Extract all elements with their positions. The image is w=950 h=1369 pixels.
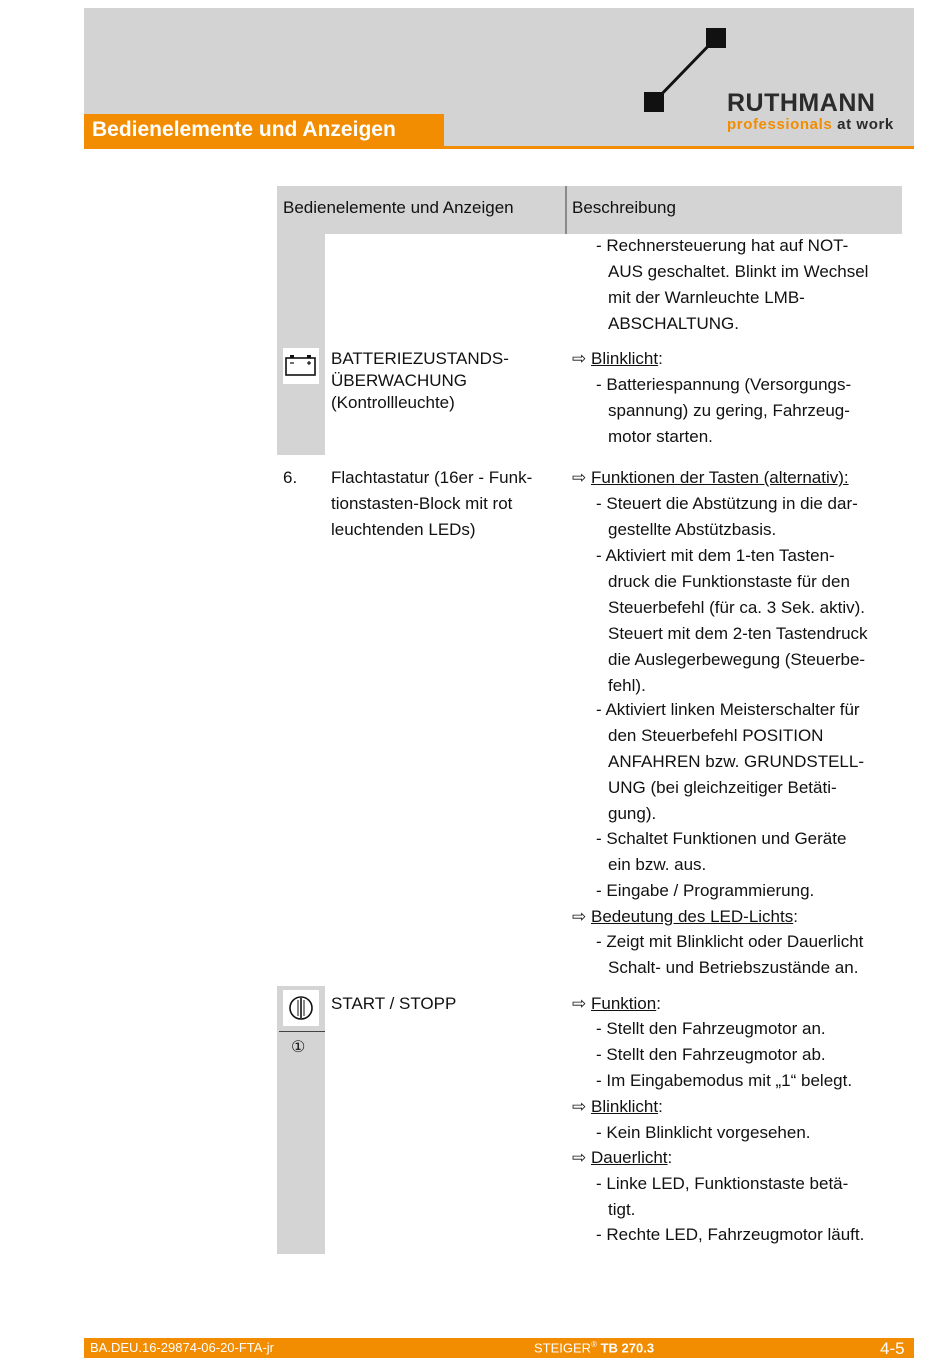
battery-name-line: (Kontrollleuchte) (331, 393, 455, 412)
column-header-elements: Bedienelemente und Anzeigen (283, 198, 514, 217)
section-title: Bedienelemente und Anzeigen (92, 118, 396, 141)
keypad-line: - Schaltet Funktionen und Geräte (596, 829, 847, 848)
function-heading-label: Funktion (590, 994, 657, 1013)
page-number: 4-5 (880, 1339, 905, 1358)
heading-colon: : (658, 349, 663, 368)
keypad-line: fehl). (608, 676, 646, 695)
continuation-line: AUS geschaltet. Blinkt im Wechsel (608, 262, 869, 281)
heading-colon: : (656, 994, 661, 1013)
function-line: - Im Eingabemodus mit „1“ belegt. (596, 1071, 853, 1090)
start-stop-name: START / STOPP (331, 994, 457, 1013)
function-line: - Stellt den Fahrzeugmotor ab. (596, 1045, 826, 1064)
logo-mark-icon (640, 26, 740, 121)
blink-line: - Kein Blinklicht vorgesehen. (596, 1123, 811, 1142)
continuation-line: ABSCHALTUNG. (608, 314, 739, 333)
heading-colon: : (658, 1097, 663, 1116)
led-heading-label: Bedeutung des LED-Lichts (590, 907, 794, 926)
product-model: TB 270.3 (600, 1340, 655, 1356)
keypad-line: UNG (bei gleichzeitiger Betäti- (608, 778, 837, 797)
arrow-icon: ⇨ (572, 994, 587, 1013)
keypad-line: gestellte Abstützbasis. (608, 520, 777, 539)
logo-tagline (727, 116, 894, 133)
steady-line: - Rechte LED, Fahrzeugmotor läuft. (596, 1225, 865, 1244)
continuation-line: mit der Warnleuchte LMB- (608, 288, 805, 307)
logo-tagline-part2: at work (837, 116, 894, 133)
keypad-line: - Eingabe / Programmierung. (596, 881, 815, 900)
table-header-separator (565, 186, 567, 234)
led-heading (572, 904, 798, 930)
icon-column-bg (277, 986, 325, 1254)
battery-name (331, 348, 509, 414)
keypad-line: ein bzw. aus. (608, 855, 707, 874)
battery-line: - Batteriespannung (Versorgungs- (596, 375, 852, 394)
keypad-heading (572, 465, 849, 491)
keypad-line: Steuert mit dem 2-ten Tastendruck (608, 624, 868, 643)
function-line: - Stellt den Fahrzeugmotor an. (596, 1019, 826, 1038)
steady-heading-label: Dauerlicht (590, 1148, 668, 1167)
start-stop-small-icon: ① (291, 1039, 306, 1056)
arrow-icon: ⇨ (572, 1148, 587, 1167)
keypad-line: Steuerbefehl (für ca. 3 Sek. aktiv). (608, 598, 866, 617)
keypad-line: ANFAHREN bzw. GRUNDSTELL- (608, 752, 864, 771)
function-heading (572, 991, 661, 1017)
continuation-line: - Rechnersteuerung hat auf NOT- (596, 236, 849, 255)
arrow-icon: ⇨ (572, 907, 587, 926)
logo-tagline-part1: professionals (727, 116, 833, 133)
icon-column-bg (277, 234, 325, 455)
steady-heading (572, 1145, 672, 1171)
keypad-line: gung). (608, 804, 657, 823)
keypad-line: druck die Funktionstaste für den (608, 572, 850, 591)
keypad-line: die Auslegerbewegung (Steuerbe- (608, 650, 866, 669)
logo-name: RUTHMANN (727, 89, 876, 117)
document-id: BA.DEU.16-29874-06-20-FTA-jr (90, 1340, 274, 1355)
battery-heading-label: Blinklicht (590, 349, 659, 368)
arrow-icon: ⇨ (572, 1097, 587, 1116)
product-prefix: STEIGER (534, 1340, 592, 1356)
start-stop-icon (283, 990, 319, 1026)
heading-colon: : (793, 907, 798, 926)
battery-icon (283, 348, 319, 384)
arrow-icon: ⇨ (572, 468, 587, 487)
row-number: 6. (283, 468, 298, 487)
keypad-line: - Aktiviert mit dem 1-ten Tasten- (596, 546, 835, 565)
keypad-line: - Steuert die Abstützung in die dar- (596, 494, 858, 513)
icon-divider (279, 1031, 325, 1032)
battery-icon-box (283, 348, 319, 384)
battery-name-line: BATTERIEZUSTANDS- (331, 349, 509, 368)
keypad-line: - Aktiviert linken Meisterschalter für (596, 700, 860, 719)
steady-line: tigt. (608, 1200, 636, 1219)
header-rule (84, 146, 914, 149)
battery-line: motor starten. (608, 427, 713, 446)
keypad-heading-label: Funktionen der Tasten (alternativ): (590, 468, 849, 487)
heading-colon: : (667, 1148, 673, 1167)
steady-line: - Linke LED, Funktionstaste betä- (596, 1174, 849, 1193)
battery-heading (572, 346, 663, 372)
column-header-description: Beschreibung (572, 198, 676, 217)
start-stop-icon-box (283, 990, 319, 1026)
blink-heading-label: Blinklicht (590, 1097, 659, 1116)
keypad-name-line: tionstasten-Block mit rot (331, 494, 513, 513)
blink-heading (572, 1094, 663, 1120)
led-line: - Zeigt mit Blinklicht oder Dauerlicht (596, 932, 864, 951)
keypad-name-line: Flachtastatur (16er - Funk- (331, 468, 533, 487)
keypad-line: den Steuerbefehl POSITION (608, 726, 824, 745)
arrow-icon: ⇨ (572, 349, 587, 368)
keypad-name-line: leuchtenden LEDs) (331, 520, 476, 539)
product-name (534, 1340, 654, 1355)
battery-line: spannung) zu gering, Fahrzeug- (608, 401, 850, 420)
battery-name-line: ÜBERWACHUNG (331, 371, 468, 390)
registered-mark: ® (591, 1340, 597, 1349)
led-line: Schalt- und Betriebszustände an. (608, 958, 859, 977)
